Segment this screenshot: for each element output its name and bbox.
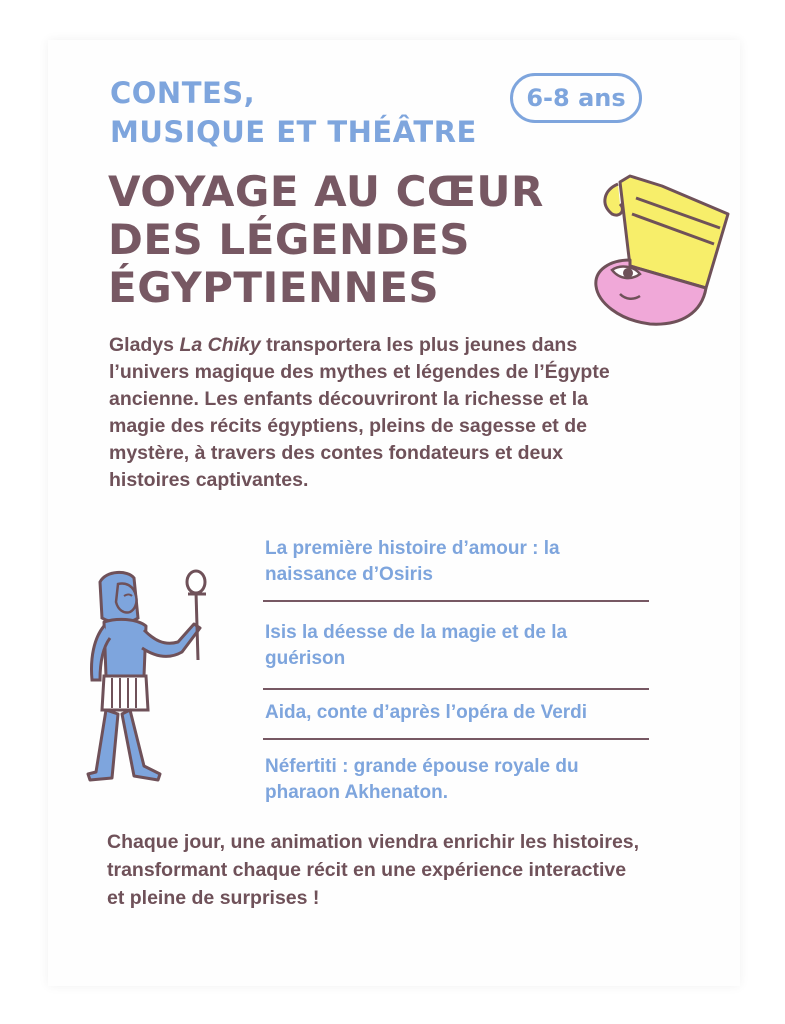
egyptian-figure-with-ankh-icon	[82, 568, 222, 783]
story-item: Isis la déesse de la magie et de la guérison	[265, 622, 568, 669]
title-line-3: ÉGYPTIENNES	[108, 263, 440, 312]
category-line-2: MUSIQUE ET THÉÂTRE	[110, 115, 477, 149]
story-item: Aida, conte d’après l’opéra de Verdi	[265, 702, 588, 723]
divider	[263, 600, 649, 602]
story-item: La première histoire d’amour : la naissance d’Osiris	[265, 538, 560, 585]
intro-paragraph	[109, 332, 629, 494]
divider	[263, 688, 649, 690]
story-list	[265, 536, 653, 806]
outro-paragraph: Chaque jour, une animation viendra enrichir les histoires, transformant chaque récit en une expérience interactive et pleine de surprises !	[107, 831, 640, 909]
category-line-1: CONTES,	[110, 76, 256, 110]
intro-text: transportera les plus jeunes dans l’univers magique des mythes et légendes de l’Égypte ancienne. Les enfants découvriront la richesse et la magie des récits égyptiens, pleins de sagesse et de mystère, à travers des contes fondateurs et deux histoires captivantes.	[109, 334, 610, 491]
age-badge: 6-8 ans	[510, 73, 642, 123]
nefertiti-head-icon	[590, 170, 735, 330]
title-line-2: DES LÉGENDES	[108, 215, 470, 264]
intro-nickname: La Chiky	[179, 334, 261, 356]
story-item: Néfertiti : grande épouse royale du pharaon Akhenaton.	[265, 756, 579, 803]
divider	[263, 738, 649, 740]
intro-name: Gladys	[109, 334, 180, 356]
title-line-1: VOYAGE AU CŒUR	[108, 167, 544, 216]
